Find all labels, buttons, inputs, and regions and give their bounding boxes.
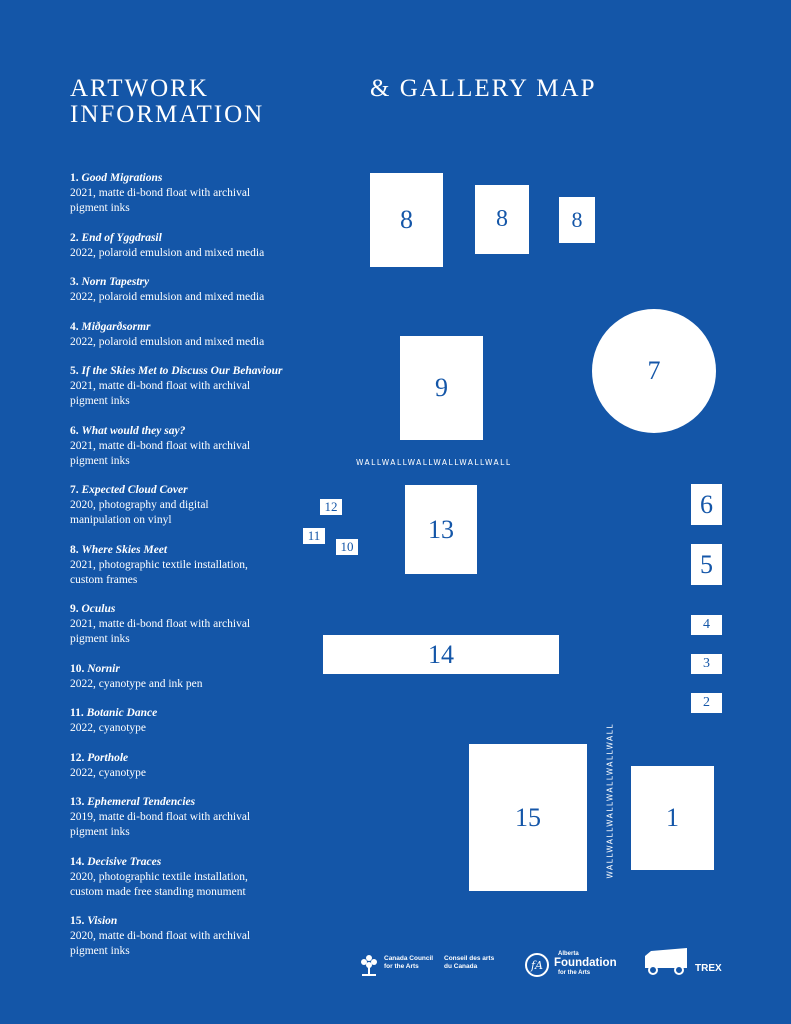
- artwork-6-box: 6: [691, 484, 722, 525]
- artwork-description: 2021, matte di-bond float with archival: [70, 439, 251, 452]
- artwork-item: [70, 751, 310, 781]
- artwork-title: End of Yggdrasil: [81, 231, 162, 244]
- artwork-description: 2021, photographic textile installation,: [70, 558, 248, 571]
- artwork-number: 8.: [70, 543, 79, 556]
- artwork-2-box: 2: [691, 693, 722, 713]
- artwork-title: Botanic Dance: [86, 707, 158, 719]
- artwork-item: [70, 231, 310, 261]
- wall-horizontal: WALLWALLWALLWALLWALLWALL: [356, 458, 512, 467]
- artwork-heading: [70, 706, 310, 721]
- artwork-item: [70, 706, 310, 736]
- artwork-15-box: 15: [469, 744, 587, 891]
- artwork-heading: [70, 320, 310, 335]
- artwork-13-box: 13: [405, 485, 477, 574]
- artwork-item: [70, 171, 310, 216]
- artwork-heading: [70, 914, 310, 929]
- artwork-title: Expected Cloud Cover: [81, 484, 188, 496]
- artwork-title: Good Migrations: [81, 172, 163, 184]
- artwork-description: 2022, cyanotype: [70, 722, 147, 734]
- artwork-14-box: 14: [323, 635, 559, 674]
- artwork-description: pigment inks: [70, 945, 130, 957]
- artwork-8-box-small: 8: [559, 197, 595, 243]
- alberta-small-text-2: for the Arts: [558, 970, 591, 976]
- artwork-title: What would they say?: [81, 424, 186, 437]
- artwork-7-circle: 7: [592, 309, 716, 433]
- alberta-small-text: Alberta: [558, 951, 579, 957]
- artwork-10-box: 10: [336, 539, 358, 555]
- artwork-description: custom frames: [70, 573, 138, 586]
- artwork-11-box: 11: [303, 528, 325, 544]
- artwork-title: Porthole: [87, 751, 129, 764]
- artwork-title: If the Skies Met to Discuss Our Behaviour: [81, 365, 283, 377]
- artwork-description: pigment inks: [70, 395, 130, 407]
- artwork-number: 11.: [70, 707, 84, 719]
- artwork-title: Miðgarðsormr: [81, 320, 151, 333]
- artwork-description: pigment inks: [70, 633, 130, 645]
- artwork-heading: [70, 602, 310, 617]
- title-line-1: ARTWORK: [70, 75, 209, 102]
- artwork-title: Where Skies Meet: [81, 543, 168, 556]
- artwork-title: Vision: [87, 915, 118, 927]
- artwork-title: Nornir: [87, 662, 120, 675]
- artwork-description: custom made free standing monument: [70, 885, 246, 898]
- artwork-heading: [70, 543, 310, 558]
- artwork-item: [70, 914, 310, 959]
- svg-text:fA: fA: [530, 959, 544, 972]
- conseil-text: Conseil des arts du Canada: [444, 955, 495, 970]
- artwork-description: 2020, photography and digital: [70, 499, 209, 511]
- artwork-number: 3.: [70, 276, 79, 288]
- artwork-4-box: 4: [691, 615, 722, 635]
- artwork-number: 15.: [70, 915, 85, 927]
- artwork-description: 2020, matte di-bond float with archival: [70, 930, 251, 942]
- artwork-description: pigment inks: [70, 202, 130, 214]
- artwork-item: [70, 795, 310, 840]
- canada-council-logo: [358, 950, 498, 980]
- artwork-number: 12.: [70, 751, 85, 764]
- artwork-title: Ephemeral Tendencies: [87, 796, 196, 808]
- artwork-description: 2022, polaroid emulsion and mixed media: [70, 335, 265, 348]
- artwork-3-box: 3: [691, 654, 722, 674]
- artwork-heading: [70, 171, 310, 186]
- artwork-description: pigment inks: [70, 826, 130, 838]
- artwork-heading: [70, 424, 310, 439]
- artwork-item: [70, 364, 310, 409]
- artwork-description: manipulation on vinyl: [70, 514, 172, 526]
- artwork-heading: [70, 795, 310, 810]
- artwork-description: 2022, polaroid emulsion and mixed media: [70, 246, 265, 259]
- artwork-description: 2021, matte di-bond float with archival: [70, 618, 251, 630]
- artwork-item: [70, 275, 310, 305]
- artwork-number: 6.: [70, 424, 79, 437]
- artwork-heading: [70, 364, 310, 379]
- tree-icon: [358, 952, 380, 978]
- artwork-item: [70, 855, 310, 900]
- artwork-heading: [70, 662, 310, 677]
- title-line-2: INFORMATION: [70, 101, 265, 128]
- trex-text: TREX: [695, 963, 722, 974]
- artwork-heading: [70, 751, 310, 766]
- artwork-12-box: 12: [320, 499, 342, 515]
- title-gallery-map: & GALLERY MAP: [370, 75, 597, 102]
- artwork-number: 9.: [70, 603, 79, 615]
- artwork-number: 1.: [70, 172, 79, 184]
- artwork-title: Norn Tapestry: [81, 276, 150, 288]
- artwork-number: 2.: [70, 231, 79, 244]
- artwork-item: [70, 483, 310, 528]
- artwork-9-box: 9: [400, 336, 483, 440]
- canada-council-text: Canada Council for the Arts: [384, 955, 434, 970]
- artwork-description: 2019, matte di-bond float with archival: [70, 811, 251, 823]
- wall-vertical: WALLWALLWALLWALLWALLWALL: [605, 722, 615, 879]
- artwork-heading: [70, 483, 310, 498]
- alberta-big-text: Foundation: [554, 957, 617, 969]
- artwork-number: 13.: [70, 796, 85, 808]
- artwork-8-box-medium: 8: [475, 185, 529, 254]
- artwork-description: 2020, photographic textile installation,: [70, 870, 248, 883]
- artwork-number: 7.: [70, 484, 79, 496]
- artwork-1-box: 1: [631, 766, 714, 870]
- artwork-description: pigment inks: [70, 454, 130, 467]
- title-artwork-information: [70, 76, 264, 128]
- artwork-description: 2022, cyanotype and ink pen: [70, 677, 203, 690]
- artwork-8-box-large: 8: [370, 173, 443, 267]
- truck-icon: [643, 946, 689, 976]
- alberta-foundation-icon: [524, 952, 550, 978]
- trex-logo: [643, 946, 725, 978]
- artwork-number: 4.: [70, 320, 79, 333]
- artwork-description: 2021, matte di-bond float with archival: [70, 380, 251, 392]
- artwork-heading: [70, 231, 310, 246]
- alberta-foundation-logo: [524, 950, 624, 980]
- artwork-description: 2022, cyanotype: [70, 766, 147, 779]
- artwork-list: [70, 171, 310, 974]
- artwork-heading: [70, 855, 310, 870]
- artwork-title: Decisive Traces: [87, 855, 162, 868]
- artwork-item: [70, 424, 310, 469]
- artwork-number: 14.: [70, 855, 85, 868]
- artwork-heading: [70, 275, 310, 290]
- artwork-description: 2021, matte di-bond float with archival: [70, 187, 251, 199]
- artwork-5-box: 5: [691, 544, 722, 585]
- artwork-number: 10.: [70, 662, 85, 675]
- artwork-title: Oculus: [81, 603, 116, 615]
- artwork-description: 2022, polaroid emulsion and mixed media: [70, 291, 265, 303]
- artwork-number: 5.: [70, 365, 79, 377]
- artwork-item: [70, 662, 310, 692]
- artwork-item: [70, 543, 310, 588]
- artwork-item: [70, 602, 310, 647]
- artwork-item: [70, 320, 310, 350]
